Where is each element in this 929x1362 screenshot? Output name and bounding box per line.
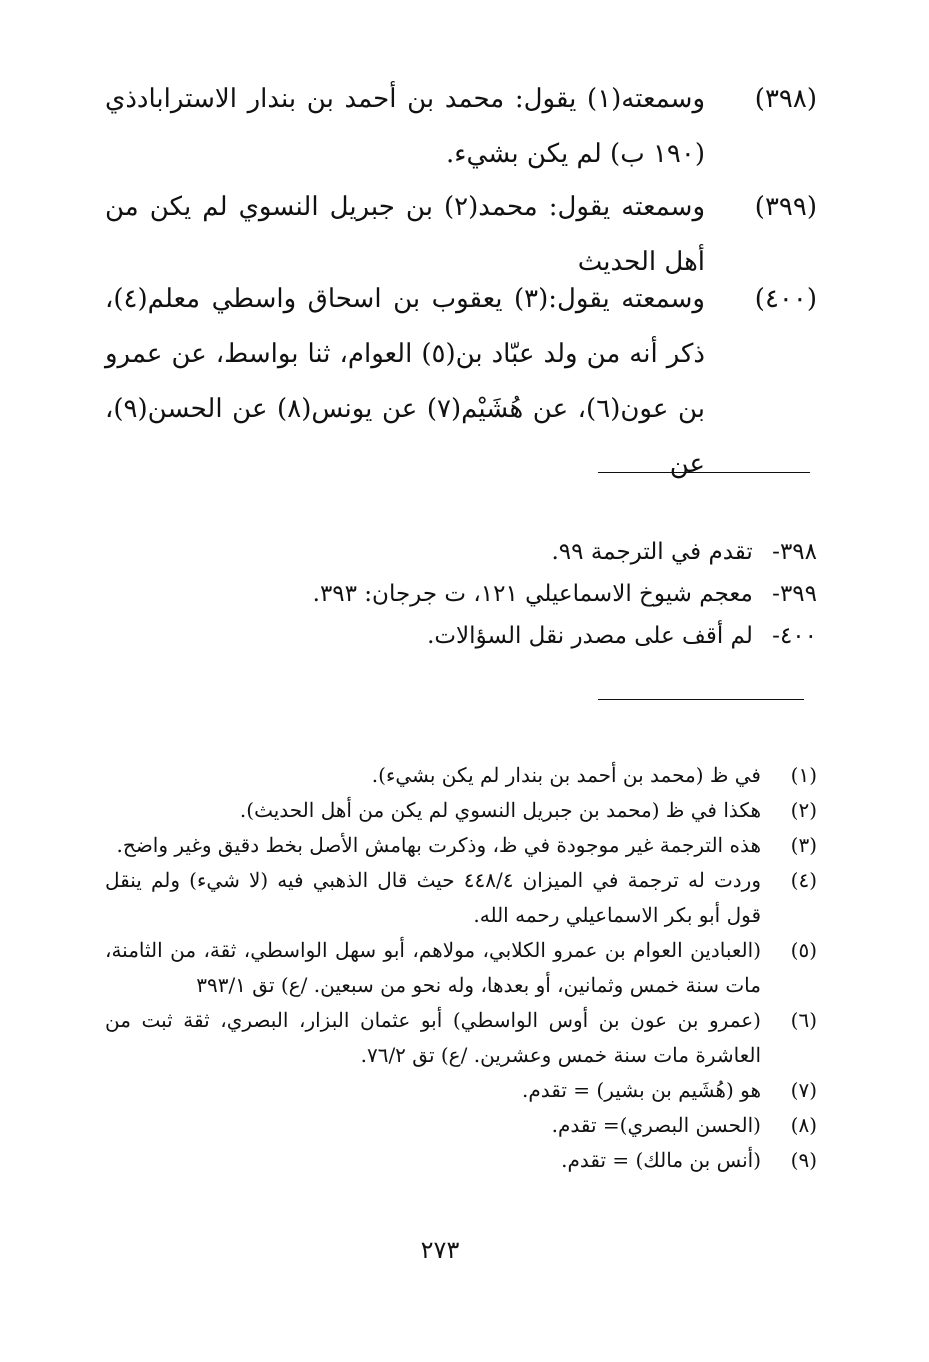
footnote-divider [598,699,804,700]
entry-text: وسمعته يقول: محمد(٢) بن جبريل النسوي لم يكن من أهل الحديث [105,192,706,277]
source-notes [105,531,817,657]
footnote-text: (أنس بن مالك) = تقدم. [561,1148,761,1172]
source-note-text: تقدم في الترجمة ٩٩. [551,539,753,565]
footnote [105,793,817,828]
footnote [105,1003,817,1073]
source-note-text: معجم شيوخ الاسماعيلي ١٢١، ت جرجان: ٣٩٣. [312,581,753,607]
entry-text: وسمعته(١) يقول: محمد بن أحمد بن بندار الاسترابادذي (١٩٠ ب) لم يكن بشيء. [105,84,705,169]
source-note-number: ٣٩٨- [772,539,817,565]
footnote-text: (عمرو بن عون بن أوس الواسطي) أبو عثمان البزار، البصري، ثقة ثبت من العاشرة مات سنة خمس وعشرين. /ع) تق ٧٦/٢. [105,1008,761,1067]
entry-number: (٤٠٠) [754,284,817,314]
source-note-number: ٤٠٠- [772,623,817,649]
entry-text: وسمعته يقول:(٣) يعقوب بن اسحاق واسطي معلم(٤)، ذكر أنه من ولد عبّاد بن(٥) العوام، ثنا بواسط، عن عمرو بن عون(٦)، عن هُشَيْم(٧) عن يونس(٨) عن الحسن(٩)، عن [105,284,705,479]
section-divider [598,472,810,473]
source-note-text: لم أقف على مصدر نقل السؤالات. [427,623,753,649]
source-note [105,573,817,615]
entry-number: (٣٩٩) [754,192,817,222]
entry-400 [105,272,817,492]
footnote [105,933,817,1003]
source-note-number: ٣٩٩- [772,581,817,607]
footnote [105,1073,817,1108]
footnote [105,1143,817,1178]
footnote-number: (٦) [790,1008,817,1032]
footnote-text: هو (هُشَيم بن بشير) = تقدم. [522,1078,761,1102]
footnote-number: (٥) [790,938,817,962]
footnote-number: (٢) [790,798,817,822]
entry-398 [105,72,817,182]
page-number: ٢٧٣ [420,1236,460,1264]
footnote-text: هكذا في ظ (محمد بن جبريل النسوي لم يكن من أهل الحديث). [239,798,761,822]
footnote-text: وردت له ترجمة في الميزان ٤٤٨/٤ حيث قال الذهبي فيه (لا شيء) ولم ينقل قول أبو بكر الاسماعيلي رحمه الله. [105,868,761,927]
footnote-text: (الحسن البصري)= تقدم. [551,1113,761,1137]
footnote-number: (٩) [790,1148,817,1172]
footnote-number: (٣) [790,833,817,857]
entry-number: (٣٩٨) [754,84,817,114]
footnote [105,828,817,863]
footnote-text: (العبادين العوام بن عمرو الكلابي، مولاهم، أبو سهل الواسطي، ثقة، من الثامنة، مات سنة خمس وثمانين، أو بعدها، وله نحو من سبعين. /ع) تق ٣٩٣/١ [105,938,761,997]
footnote-number: (١) [790,763,817,787]
footnote [105,863,817,933]
source-note [105,531,817,573]
footnote-number: (٧) [790,1078,817,1102]
footnote-text: هذه الترجمة غير موجودة في ظ، وذكرت بهامش الأصل بخط دقيق وغير واضح. [116,833,761,857]
footnote-number: (٤) [790,868,817,892]
footnote [105,758,817,793]
footnotes [105,758,817,1178]
footnote-text: في ظ (محمد بن أحمد بن بندار لم يكن بشيء). [371,763,761,787]
footnote [105,1108,817,1143]
footnote-number: (٨) [790,1113,817,1137]
source-note [105,615,817,657]
